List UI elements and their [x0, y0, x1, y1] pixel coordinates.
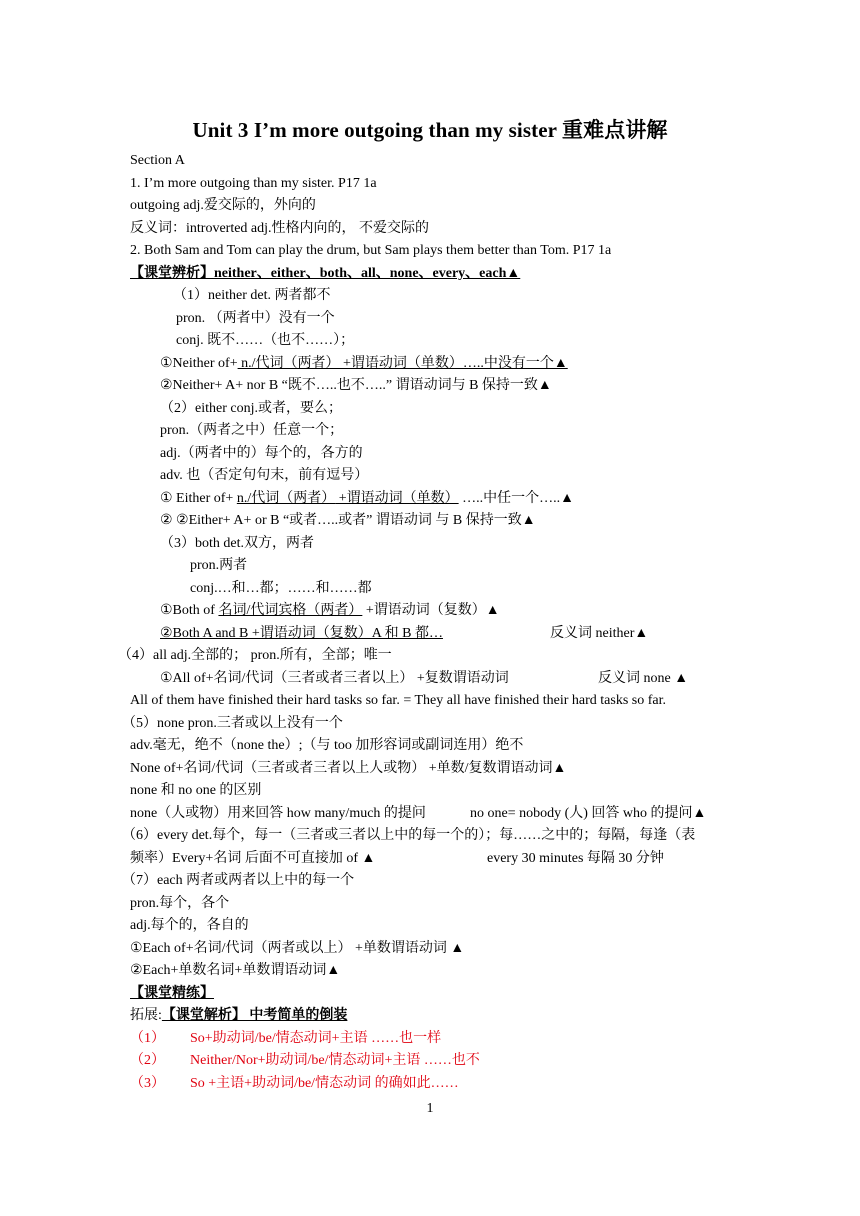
text-line: none（人或物）用来回答 how many/much 的提问: [130, 806, 426, 821]
subheading-class-analysis: 【课堂辨析】neither、either、both、all、none、every、each▲: [130, 266, 521, 281]
text-line: outgoing adj.爱交际的，外向的: [130, 198, 316, 213]
text-line: （7）each 两者或两者以上中的每一个: [122, 873, 355, 888]
text-line: ①All of+名词/代词（三者或者三者以上） +复数谓语动词: [160, 671, 509, 686]
subheading-practice: 【课堂精练】: [130, 986, 214, 1001]
text-line: （4）all adj.全部的； pron.所有，全部；唯一: [118, 648, 392, 663]
text-line: 反义词 none ▲: [598, 671, 689, 686]
text-line: 反义词：introverted adj.性格内向的， 不爱交际的: [130, 221, 430, 236]
text-line: every 30 minutes 每隔 30 分钟: [487, 851, 664, 866]
text-line: pron.两者: [190, 558, 248, 573]
text-line: （2）either conj.或者，要么；: [160, 401, 342, 416]
text-line: [160, 354, 568, 374]
text-line: none 和 no one 的区别: [130, 783, 262, 798]
underlined-span: n./代词（两者）: [236, 491, 336, 506]
text-line: （5）none pron.三者或以上没有一个: [122, 716, 343, 731]
text-span: ①Neither of+: [160, 356, 238, 371]
text-span: 拓展:: [130, 1008, 162, 1023]
red-label: （3）: [130, 1076, 165, 1091]
red-label: （1）: [130, 1031, 165, 1046]
text-span: ①Both of: [160, 603, 219, 618]
text-line: All of them have finished their hard tasks so far. = They all have finished their hard tasks so far.: [130, 693, 666, 708]
text-line: 反义词 neither▲: [550, 626, 649, 641]
underlined-span: 名词/代词宾格（两者）: [218, 603, 363, 618]
text-span: ① Either of+: [160, 491, 237, 506]
text-line: 2. Both Sam and Tom can play the drum, but Sam plays them better than Tom. P17 1a: [130, 243, 612, 258]
section-heading: Section A: [130, 153, 185, 168]
text-line: adj.（两者中的）每个的，各方的: [160, 446, 363, 461]
text-line: ①Each of+名词/代词（两者或以上） +单数谓语动词 ▲: [130, 941, 465, 956]
text-line: （1）neither det. 两者都不: [173, 288, 331, 303]
text-line: conj.…和…都；……和……都: [190, 581, 372, 596]
text-span: +谓语动词（复数）▲: [362, 603, 500, 618]
red-label: （2）: [130, 1053, 165, 1068]
page-number: 1: [426, 1101, 434, 1116]
text-line: ②Neither+ A+ nor B “既不…..也不…..” 谓语动词与 B 保持一致▲: [160, 378, 552, 393]
text-line: pron.（两者之中）任意一个；: [160, 423, 344, 438]
text-line: adj.每个的，各自的: [130, 918, 249, 933]
underlined-span: +谓语动词（单数）: [335, 491, 459, 506]
red-text-line: So+助动词/be/情态动词+主语 ……也一样: [190, 1031, 442, 1046]
text-line: [130, 1006, 347, 1026]
text-line: None of+名词/代词（三者或者三者以上人或物） +单数/复数谓语动词▲: [130, 761, 567, 776]
text-line: no one= nobody (人) 回答 who 的提问▲: [470, 806, 707, 821]
text-line: adv. 也（否定句句末，前有逗号）: [160, 468, 369, 483]
text-line: adv.毫无，绝不（none the）;（与 too 加形容词或副词连用）绝不: [130, 738, 524, 753]
text-line: pron.每个，各个: [130, 896, 230, 911]
text-span: …..中任一个…..▲: [458, 491, 574, 506]
page-title: Unit 3 I’m more outgoing than my sister 重难点讲解: [192, 118, 668, 142]
text-line: （6）every det.每个，每一（三者或三者以上中的每一个的）；每……之中的；每隔，每逢（表: [122, 828, 696, 843]
red-text-line: Neither/Nor+助动词/be/情态动词+主语 ……也不: [190, 1053, 480, 1068]
text-line: （3）both det.双方，两者: [160, 536, 314, 551]
text-line: [160, 601, 500, 621]
text-line: ②Each+单数名词+单数谓语动词▲: [130, 963, 341, 978]
subheading-inversion: 【课堂解析】 中考简单的倒装: [161, 1008, 348, 1023]
text-line: 频率）Every+名词 后面不可直接加 of ▲: [130, 851, 376, 866]
text-line: pron. （两者中）没有一个: [176, 311, 335, 326]
text-line: conj. 既不……（也不……）；: [176, 333, 355, 348]
text-line: ② ②Either+ A+ or B “或者…..或者” 谓语动词 与 B 保持一致▲: [160, 513, 536, 528]
underlined-span: n./代词（两者） +谓语动词（单数）…..中没有一个▲: [237, 356, 568, 371]
red-text-line: So +主语+助动词/be/情态动词 的确如此……: [190, 1076, 459, 1091]
text-line: 1. I’m more outgoing than my sister. P17 1a: [130, 176, 377, 191]
text-line: [160, 489, 574, 509]
underlined-line: ②Both A and B +谓语动词（复数）A 和 B 都…: [160, 626, 443, 641]
